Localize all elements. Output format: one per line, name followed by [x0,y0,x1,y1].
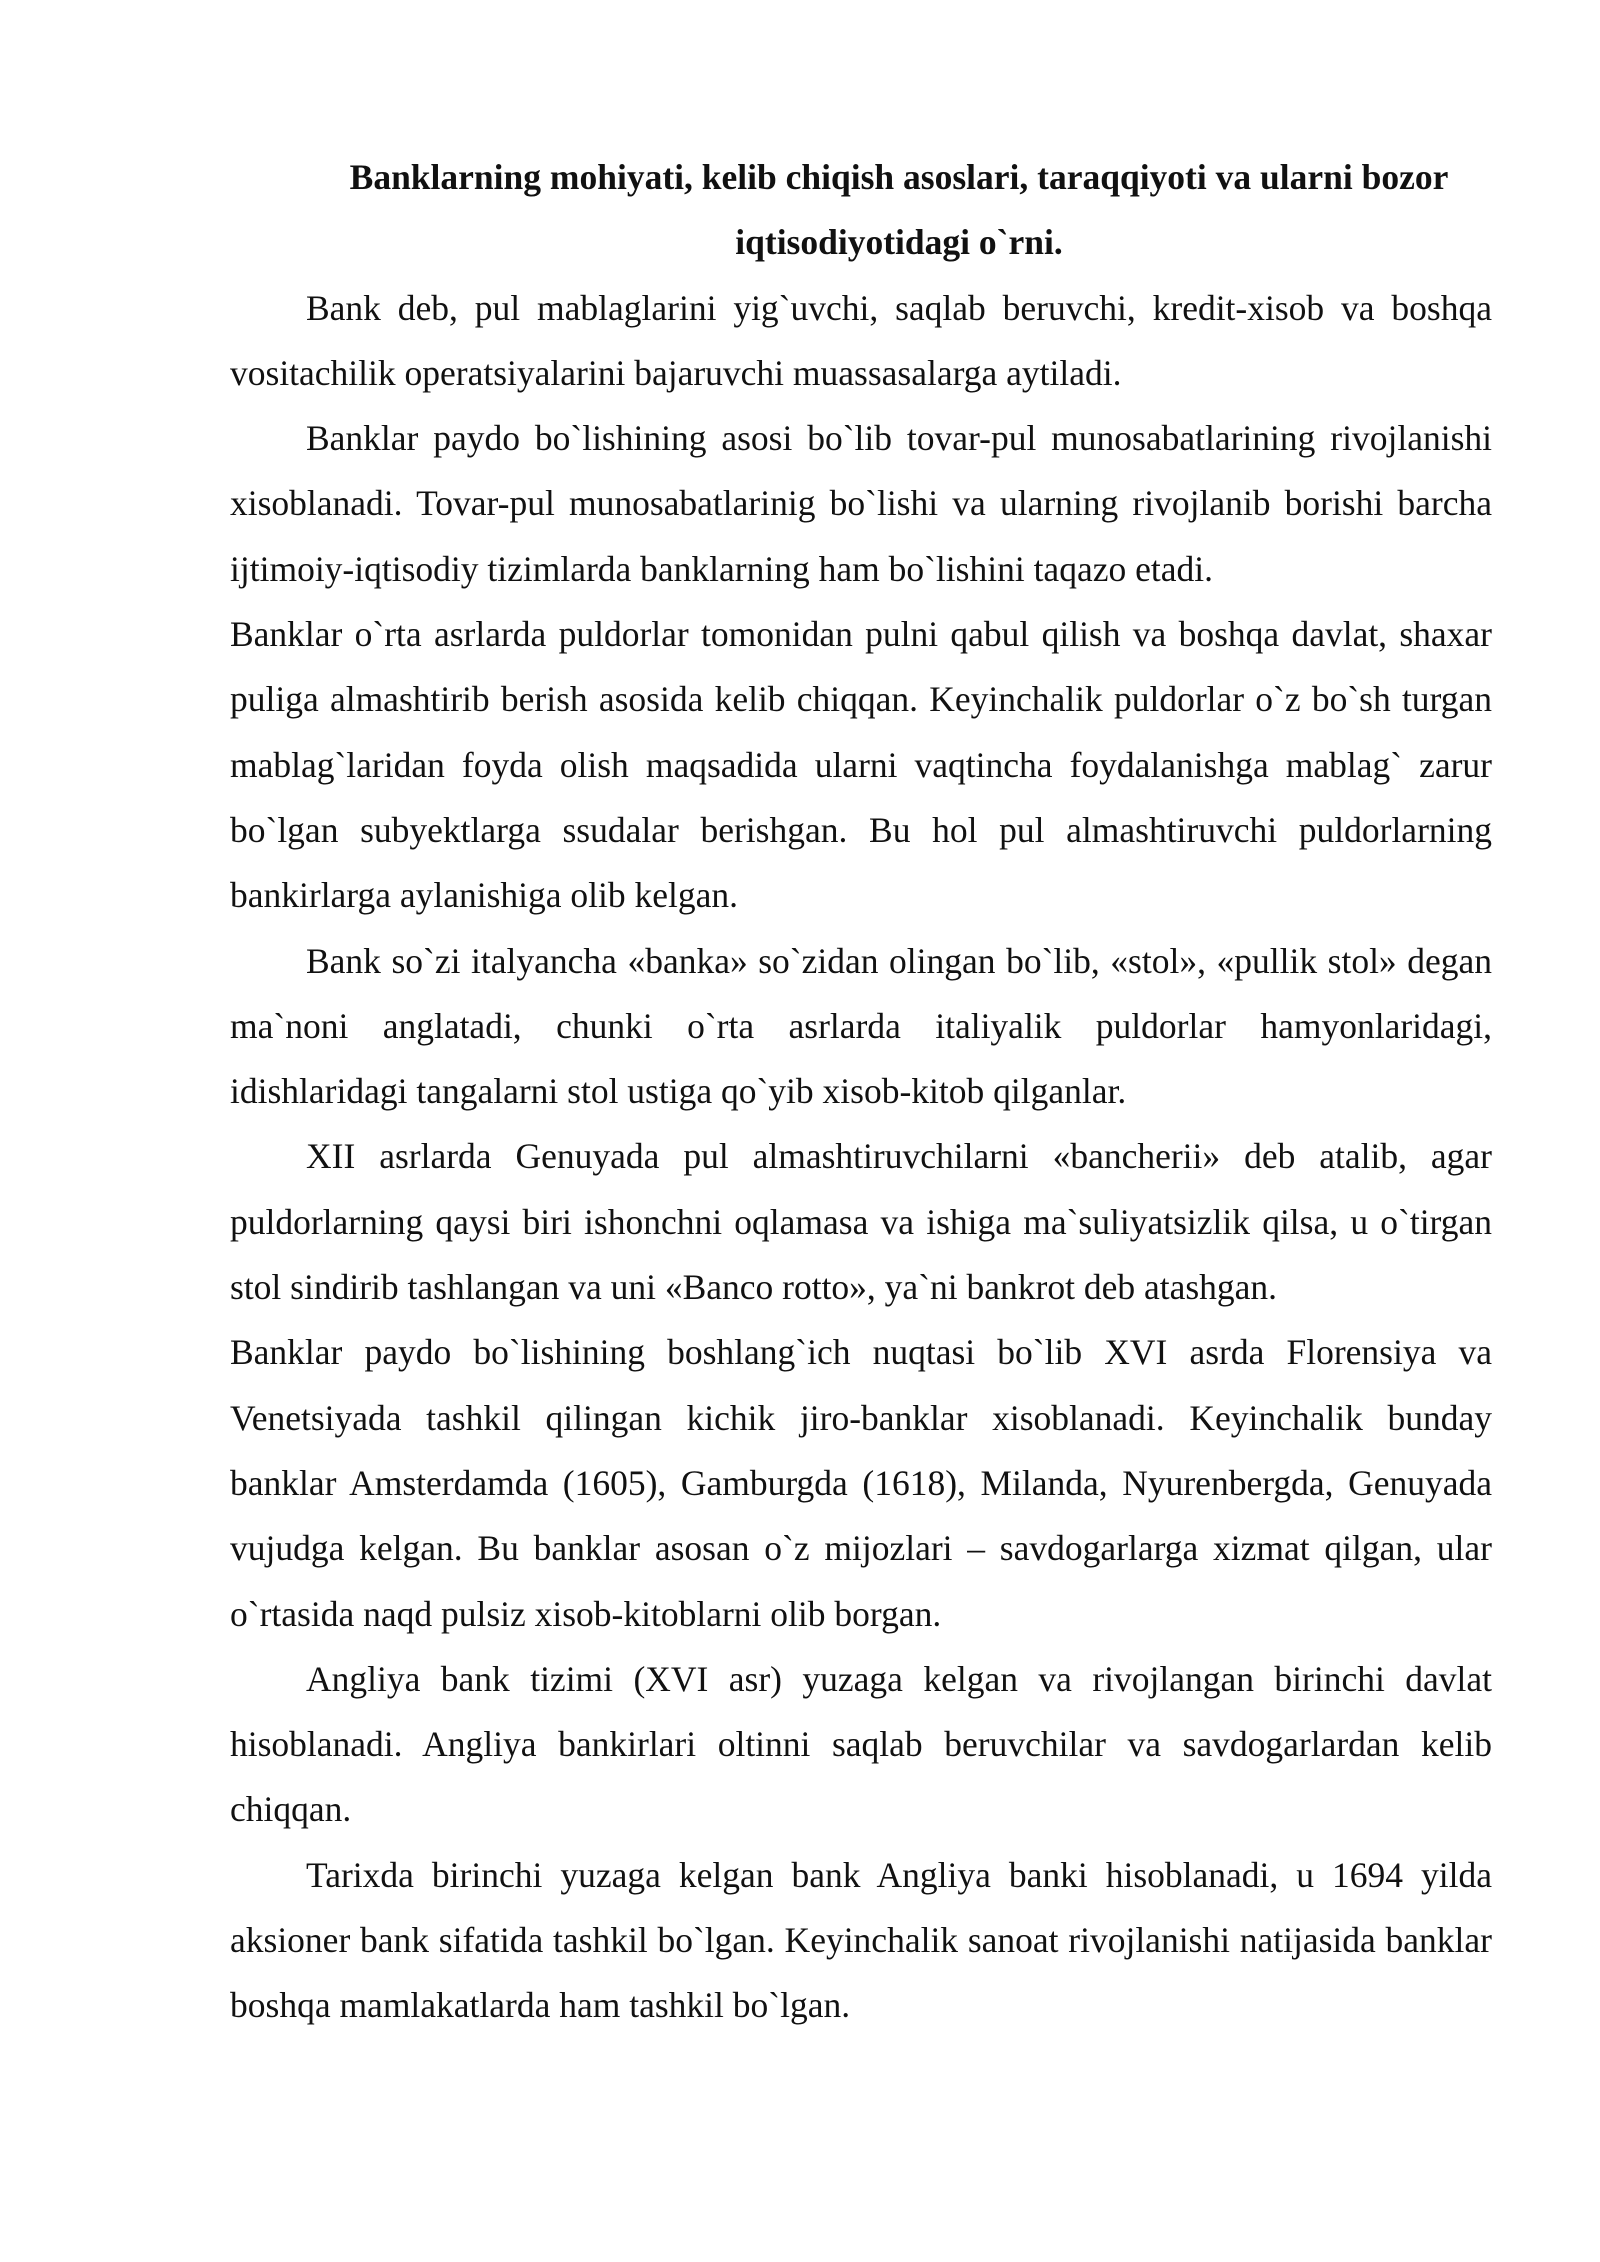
paragraph-england-system: Angliya bank tizimi (XVI asr) yuzaga kelgan va rivojlangan birinchi davlat hisoblanadi. Angliya bankirlari oltinni saqlab beruvchilar va savdogarlardan kelib chiqqan. [230,1658,1492,1830]
paragraph-origin-basis: Banklar paydo bo`lishining asosi bo`lib tovar-pul munosabatlarining rivojlanishi xisoblanadi. Tovar-pul munosabatlarinig bo`lishi va ularning rivojlanib borishi barcha ijtimoiy-iqtisodiy tizimlarda banklarning ham bo`lishini taqazo etadi. [230,418,1492,589]
document-body [230,145,1492,2039]
paragraph-bank-of-england: Tarixda birinchi yuzaga kelgan bank Angliya banki hisoblanadi, u 1694 yilda aksioner bank sifatida tashkil bo`lgan. Keyinchalik sanoat rivojlanishi natijasida banklar boshqa mamlakatlarda ham tashkil bo`lgan. [230,1854,1492,2026]
document-title: Banklarning mohiyati, kelib chiqish asoslari, taraqqiyoti va ularni bozor iqtisodiyotidagi o`rni. [349,157,1449,263]
paragraph-word-origin: Bank so`zi italyancha «banka» so`zidan olingan bo`lib, «stol», «pullik stol» degan ma`noni anglatadi, chunki o`rta asrlarda italiyalik puldorlar hamyonlaridagi, idishlaridagi tangalarni stol ustiga qo`yib xisob-kitob qilganlar. [230,940,1492,1112]
paragraph-genoa-bankrupt: XII asrlarda Genuyada pul almashtiruvchilarni «bancherii» deb atalib, agar puldorlarning qaysi biri ishonchni oqlamasa va ishiga ma`suliyatsizlik qilsa, u o`tirgan stol sindirib tashlangan va uni «Banco rotto», ya`ni bankrot deb atashgan. [230,1136,1492,1308]
paragraph-giro-banks: Banklar paydo bo`lishining boshlang`ich nuqtasi bo`lib XVI asrda Florensiya va Venetsiyada tashkil qilingan kichik jiro-banklar xisoblanadi. Keyinchalik bunday banklar Amsterdamda (1605), Gamburgda (1618), Milanda, Nyurenbergda, Genuyada vujudga kelgan. Bu banklar asosan o`z mijozlari – savdogarlarga xizmat qilgan, ular o`rtasida naqd pulsiz xisob-kitoblarni olib borgan. [230,1332,1492,1634]
paragraph-bank-definition: Bank deb, pul mablaglarini yig`uvchi, saqlab beruvchi, kredit-xisob va boshqa vositachilik operatsiyalarini bajaruvchi muassasalarga aytiladi. [230,287,1492,393]
paragraph-middle-ages: Banklar o`rta asrlarda puldorlar tomonidan pulni qabul qilish va boshqa davlat, shaxar puliga almashtirib berish asosida kelib chiqqan. Keyinchalik puldorlar o`z bo`sh turgan mablag`laridan foyda olish maqsadida ularni vaqtincha foydalanishga mablag` zarur bo`lgan subyektlarga ssudalar berishgan. Bu hol pul almashtiruvchi puldorlarning bankirlarga aylanishiga olib kelgan. [230,614,1492,916]
